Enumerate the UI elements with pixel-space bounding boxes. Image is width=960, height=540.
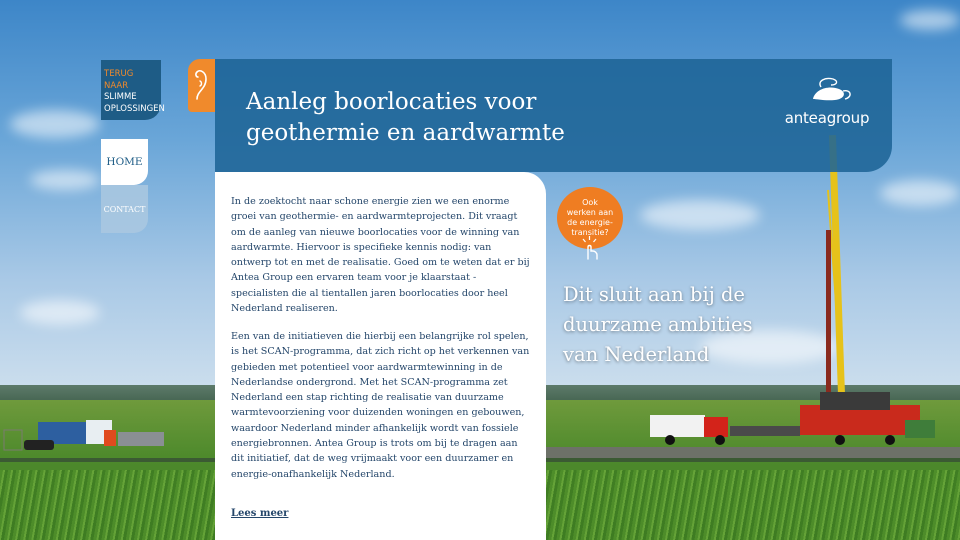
content-card [215, 172, 546, 540]
back-label-slimme: SLIMME [104, 92, 137, 102]
intro-paragraph: In de zoektocht naar schone energie zien we een enorme groei van geothermie- en aardwarmteprojecten. Dit vraagt om de aanleg van nieuwe boorlocaties voor de winning van aardwarmte. Hiervoor is specifieke kennis nodig: van ontwerp tot en met de realisatie. Goed om te weten dat er bij Antea Group een ervaren team voor je klaarstaat - specialisten die al tientallen jaren boorlocaties door heel Nederland realiseren. [231, 196, 530, 315]
cloud [10, 110, 100, 138]
back-label-naar: NAAR [104, 80, 129, 91]
page-header [215, 59, 892, 172]
page-title [246, 87, 565, 149]
pointer-hand-icon [579, 233, 603, 261]
back-label-line1: TERUG [104, 69, 134, 79]
tagline-line-1: Dit sluit aan bij de [563, 283, 745, 306]
site-cabins [0, 412, 200, 457]
back-label-line3: OPLOSSINGEN [104, 103, 165, 114]
cta-line-3: de energie- [567, 218, 613, 227]
title-line-1: Aanleg boorlocaties voor [246, 89, 537, 115]
cta-line-2: werken aan [566, 208, 614, 217]
read-more-link[interactable]: Lees meer [231, 508, 289, 519]
title-line-2: geothermie en aardwarmte [246, 120, 565, 146]
home-button[interactable]: HOME [101, 139, 148, 185]
tagline [563, 280, 823, 370]
tagline-line-3: van Nederland [563, 343, 710, 366]
cta-line-4: transitie? [571, 228, 609, 237]
cloud [20, 300, 100, 325]
contact-button[interactable]: CONTACT [101, 185, 148, 233]
back-to-smart-solutions-button[interactable] [101, 60, 165, 120]
tagline-line-2: duurzame ambities [563, 313, 753, 336]
logo-text: anteagroup [784, 109, 870, 127]
scan-paragraph: Een van de initiatieven die hierbij een belangrijke rol spelen, is het SCAN-programma, dat zich richt op het verkennen van gebieden met potentieel voor aardwarmtewinning in de Nederlandse ondergrond. Met het SCAN-programma zet Nederland een stap richting de realisatie van duurzame warmtevoorziening voor duizenden woningen en gebouwen, waardoor Nederland minder afhankelijk wordt van fossiele energiebronnen. Antea Group is trots om bij te dragen aan dit initiatief, dat de weg vrijmaakt voor een duurzamer en energie-onafhankelijk Nederland. [231, 331, 530, 480]
cloud [30, 170, 100, 190]
ear-icon [188, 59, 215, 112]
antea-group-logo[interactable] [777, 75, 877, 131]
cloud [900, 10, 960, 30]
logo-mark-icon [777, 75, 877, 109]
cta-line-1: Ook [582, 198, 598, 207]
